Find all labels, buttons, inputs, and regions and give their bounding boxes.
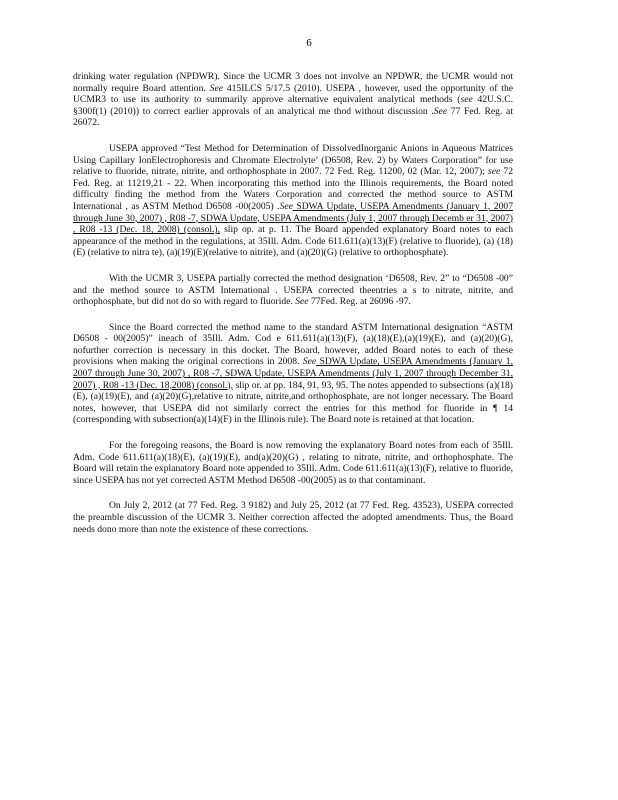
signal-italic: See [295,296,309,308]
body-text [73,71,513,549]
paragraph-text: USEPA approved “Test Method for Determination of DissolvedInorganic Anions in Aqueous Matrices Using Capillary IonElectrophoresis and Chromate Electrolyte’ (D6508, Rev. 2) by Waters Corporation” for use relative to fluoride, nitrate, nitrite, and orthophosphate in 2007. 72 Fed. Reg. 11200, 02 (Mar. 12, 2007); [73,142,513,178]
citation-underlined: SDWA Update, USEPA Amendments (January 1, 2007 through June 30, 2007) , R08 -7, SDWA Update, USEPA Amendments (July 1, 2007 through Decemb er 31, 2007) , R08 -13 (Dec. 18, 2008) (consol.), [73,200,513,236]
signal-italic: See [209,82,223,94]
paragraph-text: With the UCMR 3, USEPA partially corrected the method designation ‘D6508, Rev. 2” to “D6508 -00” and the method source to ASTM International . USEPA corrected theentries a s to nitrate, nitrite, and orthophosphate, but did not do so with regard to fluoride. [73,272,513,308]
paragraph [73,322,513,426]
signal-italic: see [460,94,473,106]
paragraph-text: 72 Fed. Reg. at 11219,21 - 22. When incorporating this method into the Illinois requirements, the Board noted difficulty finding the method from the Waters Corporation and corrected the method source to ASTM International , as ASTM Method D6508 -00(2005) . [73,166,513,212]
paragraph-text: 77 Fed. Reg. at 26072. [73,105,513,129]
paragraph-text: 42U.S.C. §300f(1) (2010)) to correct earlier approvals of an analytical me thod without discussion . [73,94,513,117]
paragraph-text: slip op. at p. 11. The Board appended explanatory Board notes to each appearance of the method in the regulations, at 35Ill. Adm. Code 611.611(a)(13)(F) (relative to fluoride), (a) (18)(E) (relative to nitra te), (a)(19)(E)(relative to nitrite), and (a)(20)(G) (relative to orthophosphate). [73,224,514,259]
signal-italic: See [302,356,317,368]
paragraph [73,273,513,308]
paragraph-text: slip or. at pp. 184, 91, 93, 95. The notes appended to subsections (a)(18)(E), (a)(19)(E), and (a)(20)(G),relative to nitrate, nitrite,and orthophosphate, are not longer necessary. The Board notes, however, that USEPA did not similarly correct the entries for this method for fluoride in ¶ 14 (corresponding with subsection(a)(14)(F) in the Illinois rule). The Board note is retained at that location. [73,379,513,426]
paragraph-text: drinking water regulation (NPDWR). Since the UCMR 3 does not involve an NPDWR, the UCMR would not normally require Board attention. [73,71,513,94]
paragraph-text: For the foregoing reasons, the Board is now removing the explanatory Board notes from each of 35Ill. Adm. Code 611.611(a)(18)(E), (a)(19)(E), and(a)(20)(G) , relating to nitrate, nitrite, and orthophosphate. The Board will retain the explanatory Board note appended to 35Ill. Adm. Code 611.611(a)(13)(F), relative to fluoride, since USEPA has not yet corrected ASTM Method D6508 -00(2005) as to that contaminant. [73,440,513,486]
paragraph [73,143,513,259]
paragraph-text: 415ILCS 5/17.5 (2010). USEPA , however, used the opportunity of the UCMR3 to use its authority to summarily approve alternative equivalent analytical methods ( [73,82,513,106]
page-number: 6 [306,37,312,49]
citation-underlined: SDWA Update, USEPA Amendments (January 1, 2007 through June 30, 2007) , R08 -7, SDWA Update, USEPA Amendments (July 1, 2007 through December 31, 2007) , R08 -13 (Dec. 18,2008) (consol.), [73,356,514,391]
paragraph [73,71,513,129]
signal-italic: see [487,166,501,178]
paragraph-text: 77Fed. Reg. at 26096 -97. [308,296,411,308]
paragraph [73,500,513,535]
paragraph [73,440,513,486]
paragraph-text: Since the Board corrected the method name to the standard ASTM International designation “ASTM D6508 - 00(2005)” ineach of 35Ill. Adm. Cod e 611.611(a)(13)(F), (a)(18)(E),(a)(19)(E), and (a)(20)(G), nofurther correction is necessary in this docket. The Board, however, added Board notes to each of these provisions when making the original corrections in 2008. [73,321,513,368]
signal-italic: See [279,200,293,212]
paragraph-text: On July 2, 2012 (at 77 Fed. Reg. 3 9182) and July 25, 2012 (at 77 Fed. Reg. 43523), USEPA corrected the preamble discussion of the UCMR 3. Neither correction affected the adopted amendments. Thus, the Board needs dono more than note the existence of these corrections. [73,500,513,535]
signal-italic: See [433,105,448,117]
